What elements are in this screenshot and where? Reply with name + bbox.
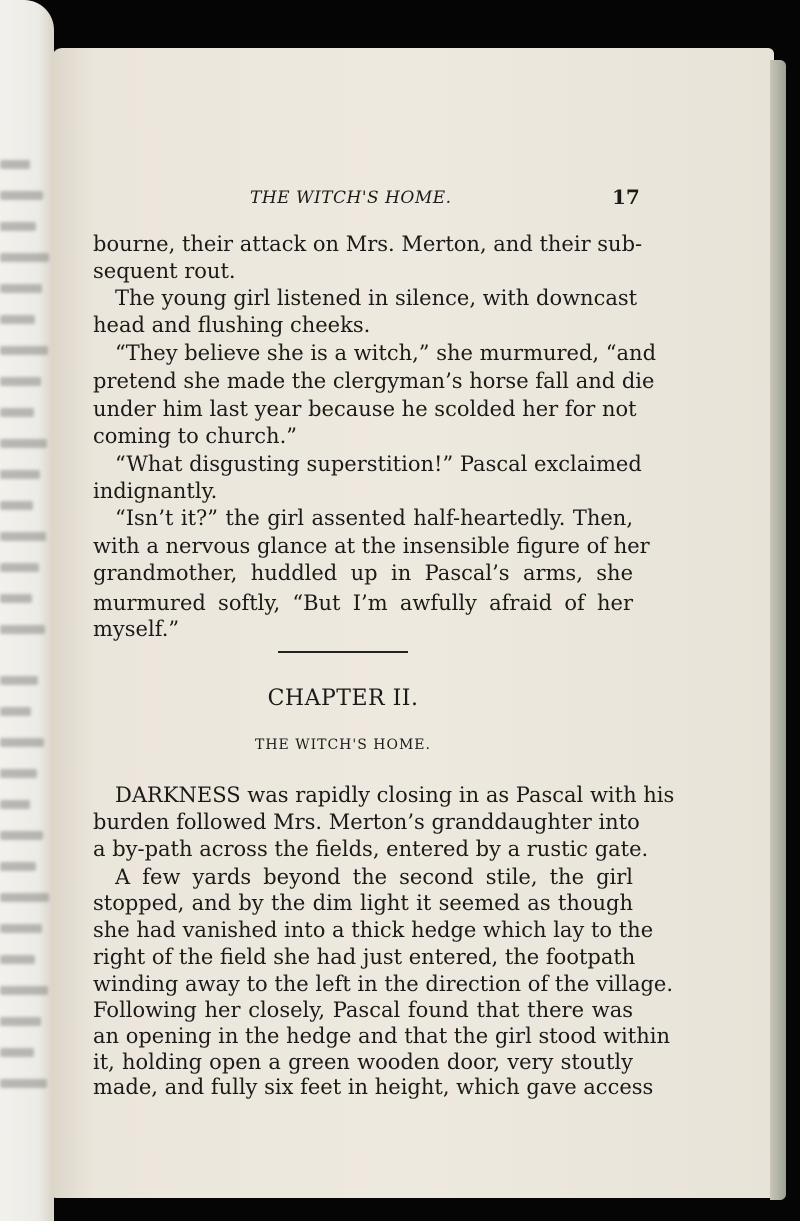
text-line: coming to church.” (93, 424, 297, 448)
text-line: A few yards beyond the second stile, the girl (115, 865, 633, 889)
facing-page-text-fragment (0, 532, 46, 541)
text-line: “What disgusting superstition!” Pascal exclaimed (115, 452, 642, 476)
section-divider-rule (278, 651, 408, 653)
running-head: THE WITCH'S HOME. (250, 188, 452, 208)
facing-page-text-fragment (0, 800, 30, 809)
text-line: right of the field she had just entered, the footpath (93, 945, 636, 969)
text-line: The young girl listened in silence, with downcast (115, 286, 638, 310)
facing-page-text-fragment (0, 160, 30, 169)
text-line: burden followed Mrs. Merton’s granddaughter into (93, 810, 640, 834)
facing-page-text-fragment (0, 676, 38, 685)
text-line: head and flushing cheeks. (93, 313, 371, 337)
facing-page-text-fragment (0, 470, 40, 479)
facing-page-text-fragment (0, 831, 43, 840)
text-line: a by-path across the fields, entered by a rustic gate. (93, 837, 649, 861)
facing-page-text-fragment (0, 439, 47, 448)
text-line: murmured softly, “But I’m awfully afraid of her (93, 591, 633, 615)
facing-page-text-fragment (0, 1048, 34, 1057)
facing-page-text-fragment (0, 594, 32, 603)
page-fore-edge (770, 60, 786, 1200)
facing-page-text-fragment (0, 408, 34, 417)
facing-page-text-fragment (0, 955, 35, 964)
facing-page-text-fragment (0, 862, 36, 871)
text-line: “They believe she is a witch,” she murmured, “and (115, 341, 657, 365)
text-line: indignantly. (93, 479, 218, 503)
text-line: DARKNESS was rapidly closing in as Pascal with his (115, 783, 675, 807)
text-line: Following her closely, Pascal found that there was (93, 998, 633, 1022)
facing-page-text-fragment (0, 1079, 47, 1088)
facing-page-text-fragment (0, 893, 49, 902)
text-line: under him last year because he scolded her for not (93, 397, 637, 421)
text-line: myself.” (93, 617, 180, 641)
facing-page-text-fragment (0, 222, 36, 231)
text-line: with a nervous glance at the insensible figure of her (93, 534, 650, 558)
text-line: winding away to the left in the direction of the village. (93, 972, 674, 996)
text-line: bourne, their attack on Mrs. Merton, and their sub- (93, 232, 643, 256)
facing-page-text-fragment (0, 284, 42, 293)
text-line: stopped, and by the dim light it seemed as though (93, 891, 633, 915)
text-line: an opening in the hedge and that the girl stood within (93, 1024, 670, 1048)
text-line: she had vanished into a thick hedge which lay to the (93, 918, 654, 942)
text-line: it, holding open a green wooden door, very stoutly (93, 1050, 633, 1074)
text-line: made, and fully six feet in height, which gave access (93, 1075, 654, 1099)
facing-page-text-fragment (0, 769, 37, 778)
page-number: 17 (612, 185, 640, 209)
facing-page-text-fragment (0, 191, 43, 200)
facing-page-text-fragment (0, 346, 48, 355)
facing-page-text-fragment (0, 253, 49, 262)
text-line: sequent rout. (93, 259, 236, 283)
chapter-subtitle: THE WITCH'S HOME. (255, 737, 431, 753)
chapter-heading: CHAPTER II. (267, 686, 419, 711)
facing-page-text-fragment (0, 1017, 41, 1026)
text-line: grandmother, huddled up in Pascal’s arms, she (93, 561, 633, 585)
facing-page-text-fragment (0, 563, 39, 572)
facing-page-text-fragment (0, 315, 35, 324)
facing-page-text-fragment (0, 986, 48, 995)
facing-page-text-fragment (0, 625, 45, 634)
text-line: pretend she made the clergyman’s horse fall and die (93, 369, 655, 393)
facing-page-edge (0, 0, 54, 1221)
facing-page-text-fragment (0, 377, 41, 386)
facing-page-text-fragment (0, 501, 33, 510)
facing-page-text-fragment (0, 924, 42, 933)
text-line: “Isn’t it?” the girl assented half-heartedly. Then, (115, 506, 633, 530)
